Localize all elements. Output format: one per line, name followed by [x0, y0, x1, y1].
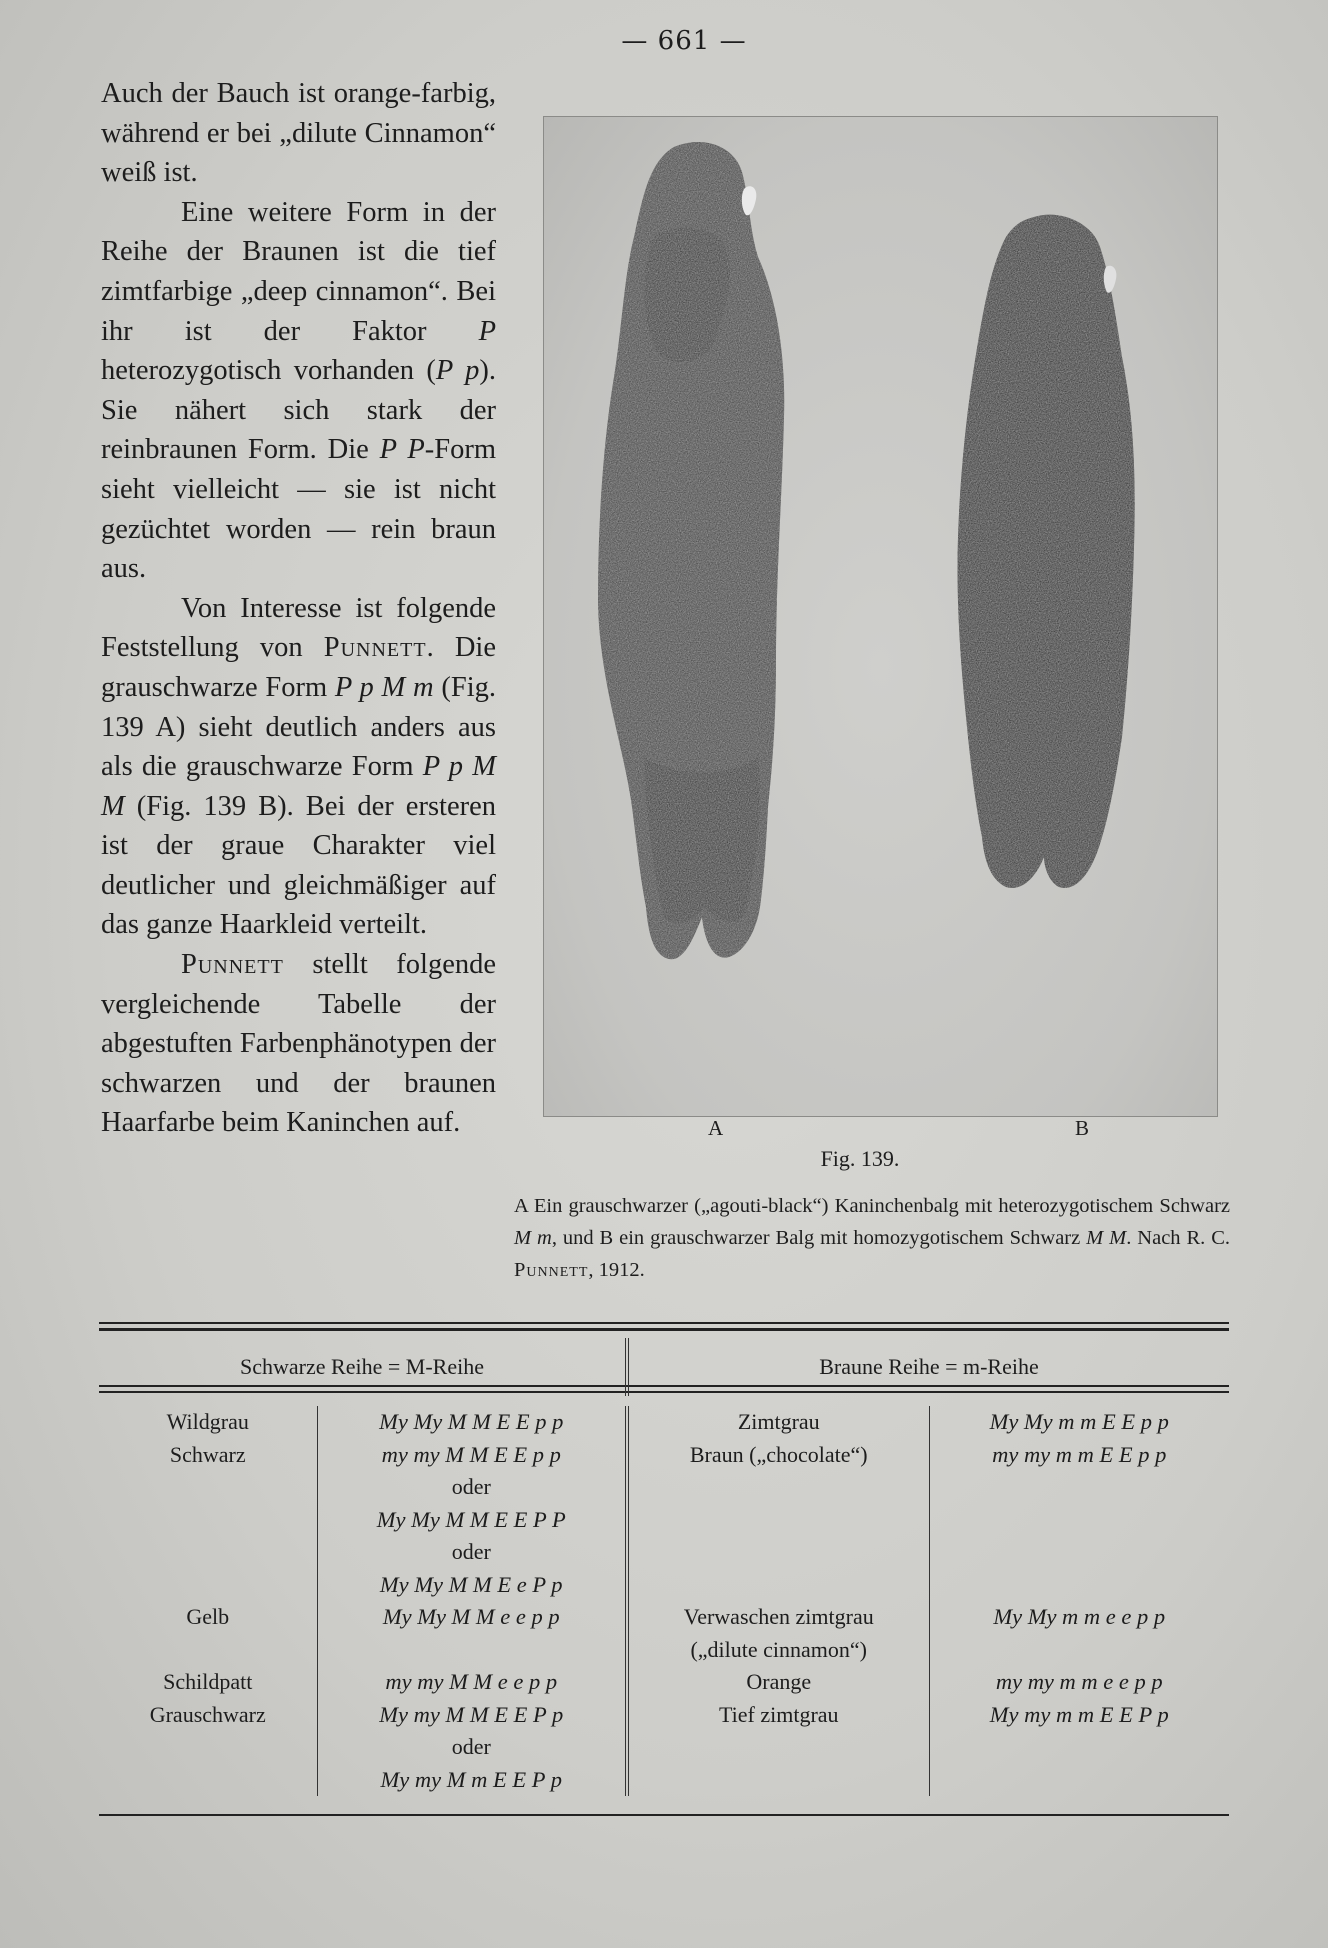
- rabbit-pelts-image: [544, 117, 1217, 1116]
- ear-tip-a: [742, 186, 756, 215]
- paragraph-4: Punnett stellt folgende vergleichende Tabelle der abgestuften Farbenphänotypen der schwarzen und der braunen Haarfarbe beim Kaninchen auf.: [101, 949, 496, 1139]
- figure-label-a: A: [708, 1116, 724, 1140]
- paragraph-3: Von Interesse ist folgende Feststellung von Punnett. Die grauschwarze Form P p M m (Fig. 139 A) sieht deutlich anders aus als die grauschwarze Form P p M M (Fig. 139 B). Bei der ersteren ist der graue Charakter viel deutlicher und gleichmäßiger auf das ganze Haarkleid verteilt.: [101, 592, 496, 941]
- paragraph-1: Auch der Bauch ist orange-farbig, während er bei „dilute Cinnamon“ weiß ist.: [101, 78, 496, 189]
- figure-caption: A Ein grauschwarzer („agouti-black“) Kaninchenbalg mit heterozygotischem Schwarz M m, und B ein grauschwarzer Balg mit homozygotischem Schwarz M M. Nach R. C. Punnett, 1912.: [514, 1195, 1230, 1281]
- header-brown-series: Braune Reihe = m-Reihe: [627, 1338, 1229, 1396]
- black-genotype-column: My My M M E E p p my my M M E E p p oder My My M M E E P P oder My My M M E e P p My My M M e e p p my my M M e e p p My my M M E E P p oder My my M m E E P p: [317, 1406, 627, 1796]
- table-top-rule-2: [99, 1328, 1229, 1331]
- figure-number: Fig. 139.: [820, 1146, 900, 1171]
- black-phenotype-column: Wildgrau Schwarz Gelb Schildpatt Grauschwarz: [149, 1409, 266, 1727]
- page-number: — 661 —: [621, 26, 747, 56]
- table-top-rule-1: [99, 1322, 1229, 1324]
- figure-label-b: B: [1075, 1116, 1090, 1140]
- body-text-column: [101, 74, 496, 1143]
- pelt-b: [957, 215, 1134, 888]
- brown-genotype-column: My My m m E E p p my my m m E E p p My My m m e e p p my my m m e e p p My my m m E E P p: [929, 1406, 1229, 1796]
- paragraph-2: Eine weitere Form in der Reihe der Braunen ist die tief zimtfarbige „deep cinnamon“. Bei ihr ist der Faktor P heterozygotisch vorhanden (P p). Sie nähert sich stark der reinbraunen Form. Die P P-Form sieht vielleicht — sie ist nicht gezüchtet worden — rein braun aus.: [101, 196, 496, 585]
- figure-photograph: [543, 116, 1218, 1117]
- pelt-a: [598, 142, 784, 959]
- brown-phenotype-column: Zimtgrau Braun („chocolate“) Verwaschen zimtgrau („dilute cinnamon“) Orange Tief zimtgrau: [627, 1406, 929, 1796]
- ear-tip-b: [1104, 266, 1117, 293]
- header-black-series: Schwarze Reihe = M-Reihe: [240, 1354, 484, 1379]
- genotype-table: [99, 1338, 1229, 1796]
- table-bottom-rule: [99, 1814, 1229, 1816]
